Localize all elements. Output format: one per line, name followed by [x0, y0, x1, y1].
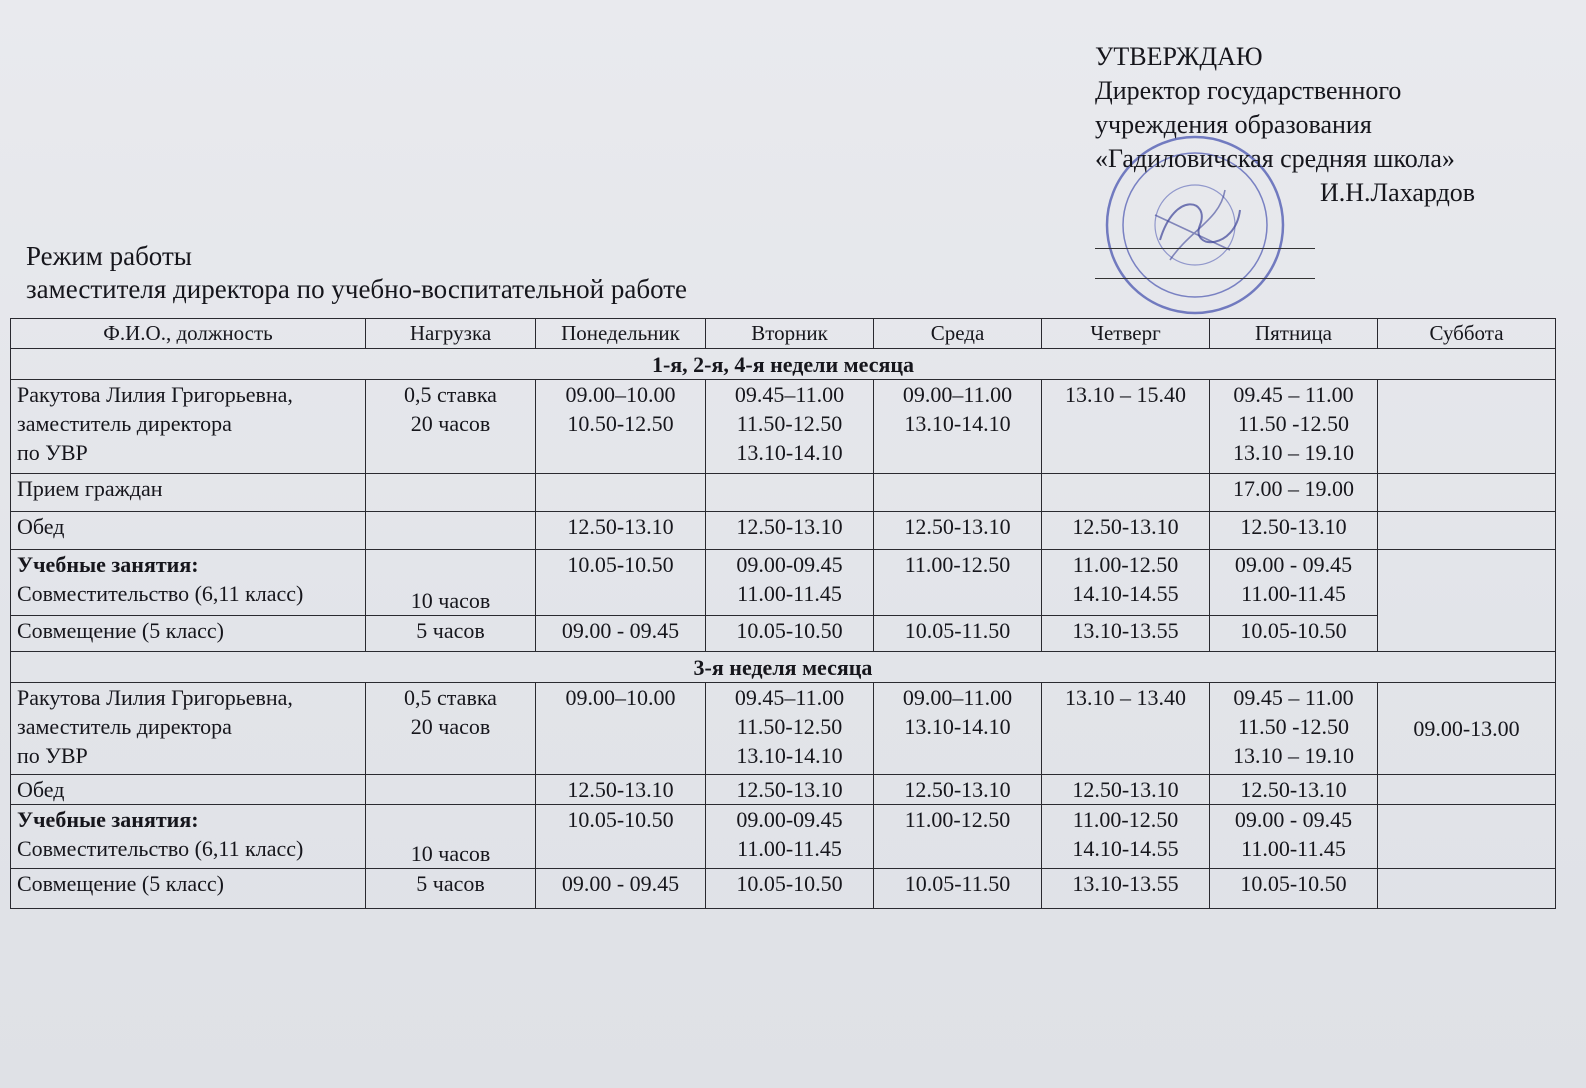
time-cell	[706, 474, 874, 512]
cell-line: 10.50-12.50	[567, 411, 674, 436]
cell-line: 13.10 – 13.40	[1065, 685, 1186, 710]
label-cell: Совмещение (5 класс)	[11, 616, 366, 652]
label-cell: Обед	[11, 775, 366, 805]
time-cell	[1378, 380, 1556, 474]
cell-line: заместитель директора	[17, 411, 232, 436]
time-cell	[1042, 474, 1210, 512]
cell-line: 09.00–10.00	[565, 382, 676, 407]
cell-line: 13.10-14.10	[904, 411, 1011, 436]
label-cell: Обед	[11, 512, 366, 550]
section-header-row	[11, 349, 1556, 380]
time-cell	[1378, 474, 1556, 512]
cell-line: 13.10-14.10	[904, 714, 1011, 739]
time-cell	[706, 683, 874, 775]
cell-line: Ракутова Лилия Григорьевна,	[17, 685, 293, 710]
time-cell	[1378, 512, 1556, 550]
time-cell: 13.10-13.55	[1042, 869, 1210, 909]
time-cell	[874, 683, 1042, 775]
section-title: 3-я неделя месяца	[11, 652, 1556, 683]
cell-line: 0,5 ставка	[404, 382, 497, 407]
approval-line-3: «Гадиловичская средняя школа»	[1095, 144, 1455, 173]
approval-heading: УТВЕРЖДАЮ	[1095, 42, 1263, 71]
cell-line: 11.00-12.50	[904, 552, 1011, 577]
approval-block	[1095, 40, 1565, 210]
time-cell: 12.50-13.10	[706, 512, 874, 550]
time-cell	[874, 550, 1042, 616]
time-cell	[536, 683, 706, 775]
table-row	[11, 380, 1556, 474]
approval-line-2: учреждения образования	[1095, 110, 1372, 139]
time-cell: 10.05-11.50	[874, 616, 1042, 652]
cell-line: 09.00-09.45	[736, 552, 843, 577]
cell-line: 11.00-11.45	[1241, 836, 1346, 861]
time-cell: 12.50-13.10	[874, 775, 1042, 805]
cell-line: 11.00-12.50	[904, 807, 1011, 832]
date-line	[1095, 278, 1315, 279]
cell-line: 13.10 – 15.40	[1065, 382, 1186, 407]
cell-line: заместитель директора	[17, 714, 232, 739]
cell-line: 11.00-11.45	[1241, 581, 1346, 606]
cell-line: Совместительство (6,11 класс)	[17, 581, 304, 606]
cell-line: по УВР	[17, 440, 88, 465]
time-cell	[1378, 869, 1556, 909]
cell-line: Совместительство (6,11 класс)	[17, 836, 304, 861]
table-header-row	[11, 319, 1556, 349]
time-cell: 12.50-13.10	[874, 512, 1042, 550]
cell-line: 09.00–10.00	[565, 685, 676, 710]
document-title	[26, 240, 687, 306]
time-cell	[1378, 805, 1556, 869]
table-row	[11, 616, 1556, 652]
cell-line: 14.10-14.55	[1072, 581, 1179, 606]
cell-line: 09.00 - 09.45	[1234, 807, 1353, 832]
load-cell	[366, 683, 536, 775]
time-cell	[706, 805, 874, 869]
cell-line: 0,5 ставка	[404, 685, 497, 710]
cell-line: 20 часов	[410, 714, 491, 739]
time-cell	[1210, 380, 1378, 474]
name-cell	[11, 380, 366, 474]
label-cell	[11, 805, 366, 869]
cell-line: 11.50-12.50	[736, 714, 843, 739]
signature-line	[1095, 248, 1315, 249]
load-cell: 10 часов	[366, 550, 536, 616]
time-cell	[536, 805, 706, 869]
time-cell: 10.05-10.50	[1210, 869, 1378, 909]
approval-line-1: Директор государственного	[1095, 76, 1402, 105]
time-cell: 12.50-13.10	[706, 775, 874, 805]
time-cell	[1042, 380, 1210, 474]
time-cell: 10.05-10.50	[706, 869, 874, 909]
title-line-2: заместителя директора по учебно-воспитательной работе	[26, 274, 687, 304]
cell-line: 09.00-09.45	[736, 807, 843, 832]
header-cell: Суббота	[1378, 319, 1556, 349]
cell-line: 11.50 -12.50	[1237, 714, 1349, 739]
load-cell: 10 часов	[366, 805, 536, 869]
header-cell: Четверг	[1042, 319, 1210, 349]
time-cell: 09.00-13.00	[1378, 683, 1556, 775]
cell-line: 11.00-11.45	[737, 581, 842, 606]
load-cell: 5 часов	[366, 869, 536, 909]
time-cell	[706, 550, 874, 616]
header-cell: Пятница	[1210, 319, 1378, 349]
time-cell: 12.50-13.10	[1210, 775, 1378, 805]
label-cell: Прием граждан	[11, 474, 366, 512]
cell-line: 10.05-10.50	[567, 807, 674, 832]
time-cell: 12.50-13.10	[1210, 512, 1378, 550]
cell-line: по УВР	[17, 743, 88, 768]
load-cell	[366, 380, 536, 474]
cell-line: 09.45–11.00	[734, 382, 845, 407]
time-cell: 09.00 - 09.45	[536, 869, 706, 909]
table-row	[11, 550, 1556, 616]
table-row	[11, 775, 1556, 805]
time-cell	[1378, 775, 1556, 805]
time-cell: 10.05-11.50	[874, 869, 1042, 909]
time-cell: 17.00 – 19.00	[1210, 474, 1378, 512]
header-cell: Понедельник	[536, 319, 706, 349]
time-cell	[1210, 683, 1378, 775]
time-cell: 12.50-13.10	[1042, 775, 1210, 805]
time-cell	[874, 474, 1042, 512]
load-cell: 5 часов	[366, 616, 536, 652]
cell-line: 13.10-14.10	[736, 743, 843, 768]
time-cell	[1042, 805, 1210, 869]
time-cell	[706, 380, 874, 474]
time-cell: 12.50-13.10	[1042, 512, 1210, 550]
cell-line: 09.00–11.00	[902, 685, 1013, 710]
load-cell	[366, 474, 536, 512]
table-row	[11, 869, 1556, 909]
cell-line: 20 часов	[410, 411, 491, 436]
label-cell: Совмещение (5 класс)	[11, 869, 366, 909]
table-row	[11, 805, 1556, 869]
cell-line: 09.45–11.00	[734, 685, 845, 710]
name-cell	[11, 683, 366, 775]
cell-line: 14.10-14.55	[1072, 836, 1179, 861]
time-cell: 12.50-13.10	[536, 775, 706, 805]
load-cell	[366, 512, 536, 550]
load-cell	[366, 775, 536, 805]
cell-line: Учебные занятия:	[17, 807, 199, 832]
cell-line: 13.10 – 19.10	[1233, 440, 1354, 465]
time-cell	[536, 550, 706, 616]
time-cell	[1210, 550, 1378, 616]
cell-line: 09.45 – 11.00	[1233, 685, 1354, 710]
schedule-table	[10, 318, 1556, 909]
time-cell	[874, 380, 1042, 474]
header-cell: Нагрузка	[366, 319, 536, 349]
approval-signer: И.Н.Лахардов	[1320, 178, 1476, 207]
time-cell: 12.50-13.10	[536, 512, 706, 550]
section-title: 1-я, 2-я, 4-я недели месяца	[11, 349, 1556, 380]
table-row	[11, 683, 1556, 775]
cell-line: Учебные занятия:	[17, 552, 199, 577]
time-cell	[1378, 550, 1556, 652]
cell-line: 11.00-12.50	[1072, 807, 1179, 832]
cell-line: 11.00-12.50	[1072, 552, 1179, 577]
time-cell: 10.05-10.50	[1210, 616, 1378, 652]
time-cell	[1042, 550, 1210, 616]
cell-line: 13.10 – 19.10	[1233, 743, 1354, 768]
table-row	[11, 512, 1556, 550]
table-row	[11, 474, 1556, 512]
cell-line: 11.50 -12.50	[1237, 411, 1349, 436]
cell-line: 11.00-11.45	[737, 836, 842, 861]
time-cell	[1042, 683, 1210, 775]
cell-line: 11.50-12.50	[736, 411, 843, 436]
cell-line: 13.10-14.10	[736, 440, 843, 465]
header-cell: Среда	[874, 319, 1042, 349]
time-cell	[536, 380, 706, 474]
header-cell: Ф.И.О., должность	[11, 319, 366, 349]
section-header-row	[11, 652, 1556, 683]
label-cell	[11, 550, 366, 616]
time-cell	[536, 474, 706, 512]
cell-line: 09.45 – 11.00	[1233, 382, 1354, 407]
cell-line: 09.00–11.00	[902, 382, 1013, 407]
time-cell: 10.05-10.50	[706, 616, 874, 652]
cell-line: 10.05-10.50	[567, 552, 674, 577]
cell-line: Ракутова Лилия Григорьевна,	[17, 382, 293, 407]
header-cell: Вторник	[706, 319, 874, 349]
cell-line: 09.00 - 09.45	[1234, 552, 1353, 577]
time-cell: 13.10-13.55	[1042, 616, 1210, 652]
title-line-1: Режим работы	[26, 241, 192, 271]
time-cell: 09.00 - 09.45	[536, 616, 706, 652]
time-cell	[1210, 805, 1378, 869]
time-cell	[874, 805, 1042, 869]
